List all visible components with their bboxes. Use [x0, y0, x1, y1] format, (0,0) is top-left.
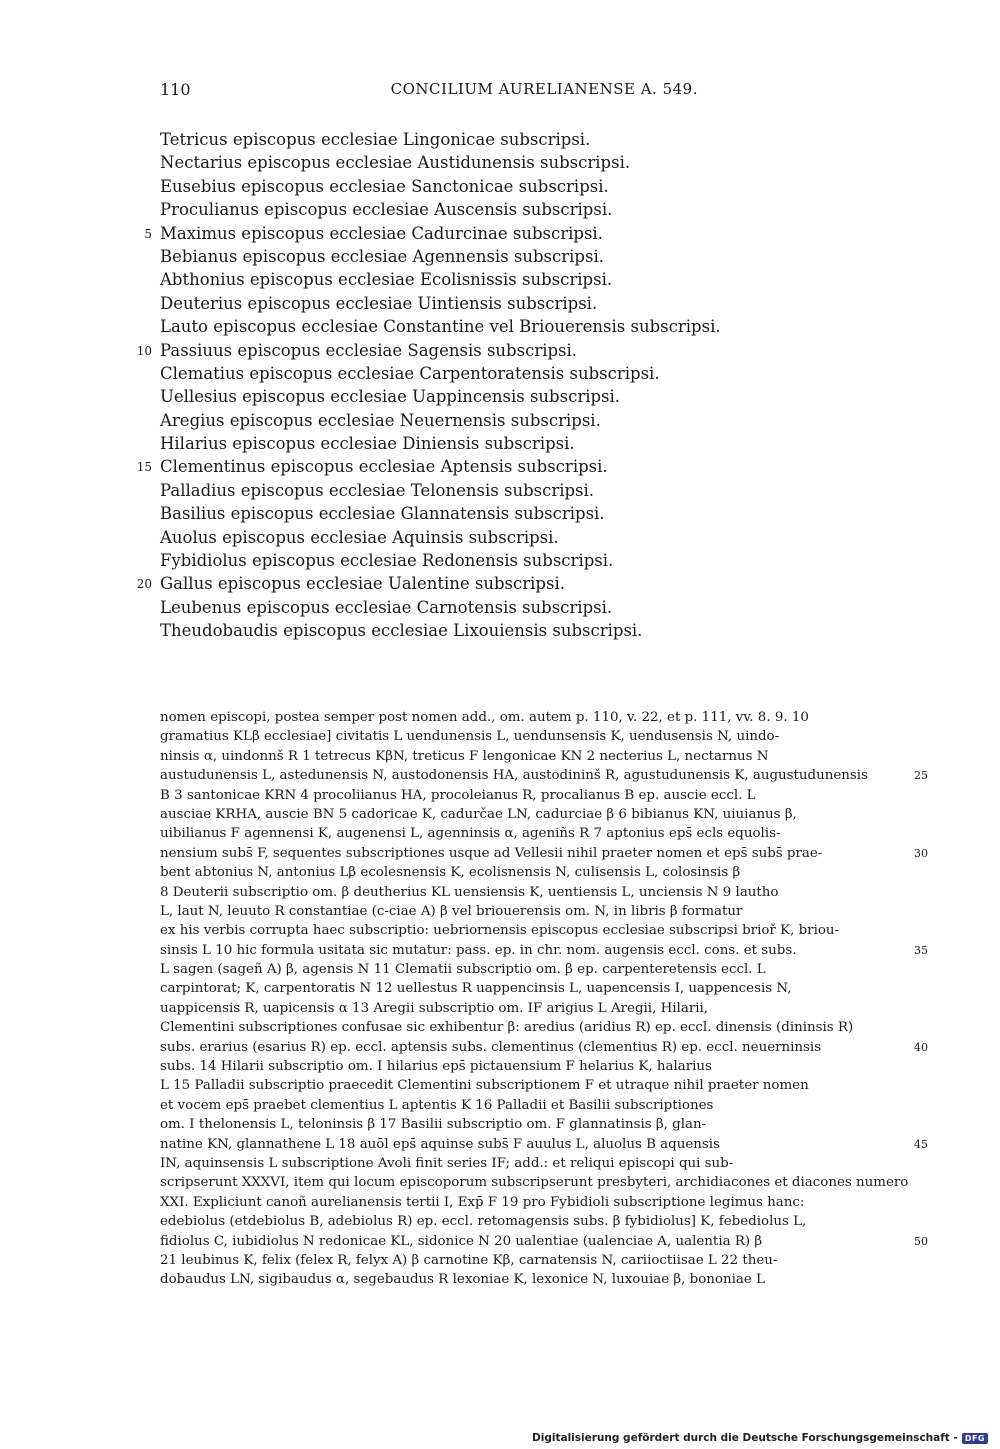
apparatus-line	[0, 1154, 1000, 1173]
apparatus-text: XXI. Expliciunt canoñ aurelianensis tertii I, Exp̄ F 19 pro Fybidioli subscriptione legimus hanc:	[160, 1194, 805, 1210]
line-text: Palladius episcopus ecclesiae Telonensis subscripsi.	[160, 480, 595, 500]
apparatus-line	[0, 902, 1000, 921]
text-line	[0, 409, 1000, 432]
apparatus-line	[0, 1232, 1000, 1251]
apparatus-text: subs. erarius (esarius R) ep. eccl. aptensis subs. clementinus (clementius R) ep. eccl. neuerninsis	[160, 1039, 822, 1055]
line-text: Theudobaudis episcopus ecclesiae Lixouiensis subscripsi.	[160, 621, 643, 641]
line-number: 20	[136, 577, 152, 592]
line-text: Maximus episcopus ecclesiae Cadurcinae subscripsi.	[160, 223, 603, 243]
apparatus-line	[0, 844, 1000, 863]
text-line	[0, 268, 1000, 291]
apparatus-line-number: 50	[914, 1234, 928, 1248]
apparatus-text: ninsis α, uindonnš R 1 tetrecus KβN, treticus F lengonicae KN 2 necterius L, nectarnus N	[160, 748, 769, 764]
text-line	[0, 526, 1000, 549]
apparatus-line	[0, 766, 1000, 785]
apparatus-text: ex his verbis corrupta haec subscriptio: uebriornensis episcopus ecclesiae subscripsi brioř K, briou-	[160, 923, 840, 939]
apparatus-line	[0, 1251, 1000, 1270]
text-line	[0, 198, 1000, 221]
apparatus-text: edebiolus (etdebiolus B, adebiolus R) ep. eccl. retomagensis subs. β fybidiolus] K, febediolus L,	[160, 1214, 807, 1230]
apparatus-line	[0, 786, 1000, 805]
line-text: Passiuus episcopus ecclesiae Sagensis subscripsi.	[160, 340, 578, 360]
apparatus-text: fidiolus C, iubidiolus N redonicae KL, sidonice N 20 ualentiae (ualenciae A, ualentia R) β	[160, 1233, 763, 1249]
line-text: Bebianus episcopus ecclesiae Agennensis subscripsi.	[160, 246, 604, 266]
apparatus-text: ausciae KRHA, auscie BN 5 cadoricae K, cadurčae LN, cadurciae β 6 bibianus KN, uiuianus β,	[160, 806, 797, 822]
apparatus-text: dobaudus LN, sigibaudus α, segebaudus R lexoniae K, lexonice N, luxouiae β, bononiae L	[160, 1272, 765, 1288]
line-text: Leubenus episcopus ecclesiae Carnotensis subscripsi.	[160, 597, 613, 617]
text-line	[0, 339, 1000, 362]
line-text: Lauto episcopus ecclesiae Constantine vel Briouerensis subscripsi.	[160, 317, 721, 337]
apparatus-line	[0, 960, 1000, 979]
apparatus-text: carpintorat; K, carpentoratis N 12 uellestus R uappencinsis L, uapencensis I, uappencesis N,	[160, 981, 792, 997]
apparatus-text: natine KN, glannathene L 18 auōl eps̄ aquinse subs̄ F auulus L, aluolus B aquensis	[160, 1136, 720, 1152]
line-text: Proculianus episcopus ecclesiae Auscensis subscripsi.	[160, 200, 613, 220]
line-text: Gallus episcopus ecclesiae Ualentine subscripsi.	[160, 574, 565, 594]
line-text: Eusebius episcopus ecclesiae Sanctonicae subscripsi.	[160, 176, 609, 196]
line-text: Clematius episcopus ecclesiae Carpentoratensis subscripsi.	[160, 363, 660, 383]
apparatus-text: 21 leubinus K, felix (felex R, felyx A) β carnotine Kβ, carnatensis N, cariioctiisae L 22 theu-	[160, 1252, 778, 1268]
apparatus-line	[0, 824, 1000, 843]
apparatus-line	[0, 1135, 1000, 1154]
line-text: Fybidiolus episcopus ecclesiae Redonensis subscripsi.	[160, 551, 614, 571]
text-line	[0, 596, 1000, 619]
text-line	[0, 455, 1000, 478]
apparatus-line	[0, 941, 1000, 960]
apparatus-line	[0, 979, 1000, 998]
apparatus-line	[0, 999, 1000, 1018]
apparatus-line	[0, 1018, 1000, 1037]
apparatus-text: L 15 Palladii subscriptio praecedit Clementini subscriptionem F et utraque nihil praeter nomen	[160, 1078, 809, 1094]
apparatus-text: L sagen (sageñ A) β, agensis N 11 Clematii subscriptio om. β ep. carpenteretensis eccl. L	[160, 962, 766, 978]
apparatus-text: nomen episcopi, postea semper post nomen add., om. autem p. 110, v. 22, et p. 111, vv. 8. 9. 10	[160, 710, 809, 725]
apparatus-line-number: 40	[914, 1040, 928, 1054]
apparatus-line	[0, 883, 1000, 902]
apparatus-text: scripserunt XXXVI, item qui locum episcoporum subscripserunt presbyteri, archidiacones et diacones numero	[160, 1175, 909, 1191]
apparatus-line	[0, 1270, 1000, 1289]
apparatus-text: gramatius KLβ ecclesiae] civitatis L uendunensis L, uendunsensis K, uendusensis N, uindo-	[160, 729, 780, 745]
line-text: Auolus episcopus ecclesiae Aquinsis subscripsi.	[160, 527, 559, 547]
line-number: 15	[136, 460, 152, 475]
text-line	[0, 385, 1000, 408]
text-line	[0, 222, 1000, 245]
apparatus-line	[0, 805, 1000, 824]
apparatus-text: uappicensis R, uapicensis α 13 Aregii subscriptio om. IF arigius L Aregii, Hilarii,	[160, 1000, 709, 1016]
text-line	[0, 245, 1000, 268]
line-text: Deuterius episcopus ecclesiae Uintiensis subscripsi.	[160, 293, 598, 313]
apparatus-text: sinsis L 10 hic formula usitata sic mutatur: pass. ep. in chr. nom. augensis eccl. cons. et subs.	[160, 942, 797, 958]
text-line	[0, 572, 1000, 595]
apparatus-line	[0, 921, 1000, 940]
text-line	[0, 175, 1000, 198]
apparatus-line	[0, 1173, 1000, 1192]
apparatus-text: Clementini subscriptiones confusae sic exhibentur β: aredius (aridius R) ep. eccl. dinensis (dininsis R)	[160, 1020, 854, 1036]
line-text: Abthonius episcopus ecclesiae Ecolisnissis subscripsi.	[160, 270, 613, 290]
apparatus-text: nensium subs̄ F, sequentes subscriptiones usque ad Vellesii nihil praeter nomen et eps̄ subs̄ prae-	[160, 845, 823, 861]
critical-apparatus	[0, 708, 1000, 1290]
apparatus-line	[0, 1096, 1000, 1115]
apparatus-line-number: 45	[914, 1137, 928, 1151]
line-number: 10	[136, 343, 152, 358]
text-line	[0, 315, 1000, 338]
text-line	[0, 292, 1000, 315]
running-title: CONCILIUM AURELIANENSE A. 549.	[390, 80, 698, 98]
line-text: Aregius episcopus ecclesiae Neuernensis subscripsi.	[160, 410, 601, 430]
apparatus-text: austudunensis L, astedunensis N, austodonensis HA, austodininš R, agustudunensis K, augustudunensis	[160, 768, 868, 784]
apparatus-line	[0, 727, 1000, 746]
line-text: Clementinus episcopus ecclesiae Aptensis subscripsi.	[160, 457, 608, 477]
apparatus-line	[0, 1038, 1000, 1057]
page-number: 110	[160, 80, 191, 99]
apparatus-line	[0, 1057, 1000, 1076]
apparatus-line	[0, 1115, 1000, 1134]
apparatus-text: bent abtonius N, antonius Lβ ecolesnensis K, ecolisnensis N, culisensis L, colosinsis β	[160, 865, 741, 881]
apparatus-line-number: 30	[914, 846, 928, 860]
text-line	[0, 128, 1000, 151]
apparatus-line	[0, 1193, 1000, 1212]
line-text: Uellesius episcopus ecclesiae Uappincensis subscripsi.	[160, 387, 621, 407]
main-text	[0, 128, 1000, 643]
apparatus-line	[0, 863, 1000, 882]
apparatus-text: om. I thelonensis L, teloninsis β 17 Basilii subscriptio om. F glannatinsis β, glan-	[160, 1117, 707, 1133]
line-text: Tetricus episcopus ecclesiae Lingonicae subscripsi.	[160, 130, 591, 149]
footer-text: Digitalisierung gefördert durch die Deutsche Forschungsgemeinschaft -	[532, 1432, 958, 1444]
line-text: Basilius episcopus ecclesiae Glannatensis subscripsi.	[160, 504, 605, 524]
line-text: Hilarius episcopus ecclesiae Diniensis subscripsi.	[160, 434, 575, 454]
dfg-logo: DFG	[962, 1433, 988, 1444]
text-line	[0, 619, 1000, 642]
text-line	[0, 479, 1000, 502]
apparatus-text: uibilianus F agennensi K, augenensi L, agenninsis α, ageniñs R 7 aptonius eps̄ ecls equolis-	[160, 826, 781, 842]
line-text: Nectarius episcopus ecclesiae Austidunensis subscripsi.	[160, 153, 631, 173]
text-line	[0, 432, 1000, 455]
apparatus-text: IN, aquinsensis L subscriptione Avoli finit series IF; add.: et reliqui episcopi qui sub-	[160, 1155, 734, 1171]
text-line	[0, 151, 1000, 174]
line-number: 5	[144, 226, 152, 241]
apparatus-text: et vocem eps̄ praebet clementius L aptentis K 16 Palladii et Basilii subscriptiones	[160, 1097, 714, 1113]
apparatus-line	[0, 1212, 1000, 1231]
text-line	[0, 362, 1000, 385]
text-line	[0, 549, 1000, 572]
apparatus-text: L, laut N, leuuto R constantiae (c-ciae A) β vel briouerensis om. N, in libris β formatur	[160, 903, 743, 919]
page-header	[160, 80, 698, 100]
apparatus-text: 8 Deuterii subscriptio om. β deutherius KL uensiensis K, uentiensis L, unciensis N 9 lautho	[160, 884, 779, 900]
apparatus-text: subs. 14 Hilarii subscriptio om. I hilarius eps̄ pictauensium F helarius K, halarius	[160, 1059, 712, 1075]
apparatus-line	[0, 1076, 1000, 1095]
text-line	[0, 502, 1000, 525]
digitization-footer	[532, 1430, 988, 1446]
apparatus-line-number: 25	[914, 769, 928, 783]
apparatus-line	[0, 747, 1000, 766]
apparatus-line-number: 35	[914, 943, 928, 957]
apparatus-line	[0, 708, 1000, 727]
apparatus-text: B 3 santonicae KRN 4 procoliianus HA, procoleianus R, procalianus B ep. auscie eccl. L	[160, 787, 756, 803]
